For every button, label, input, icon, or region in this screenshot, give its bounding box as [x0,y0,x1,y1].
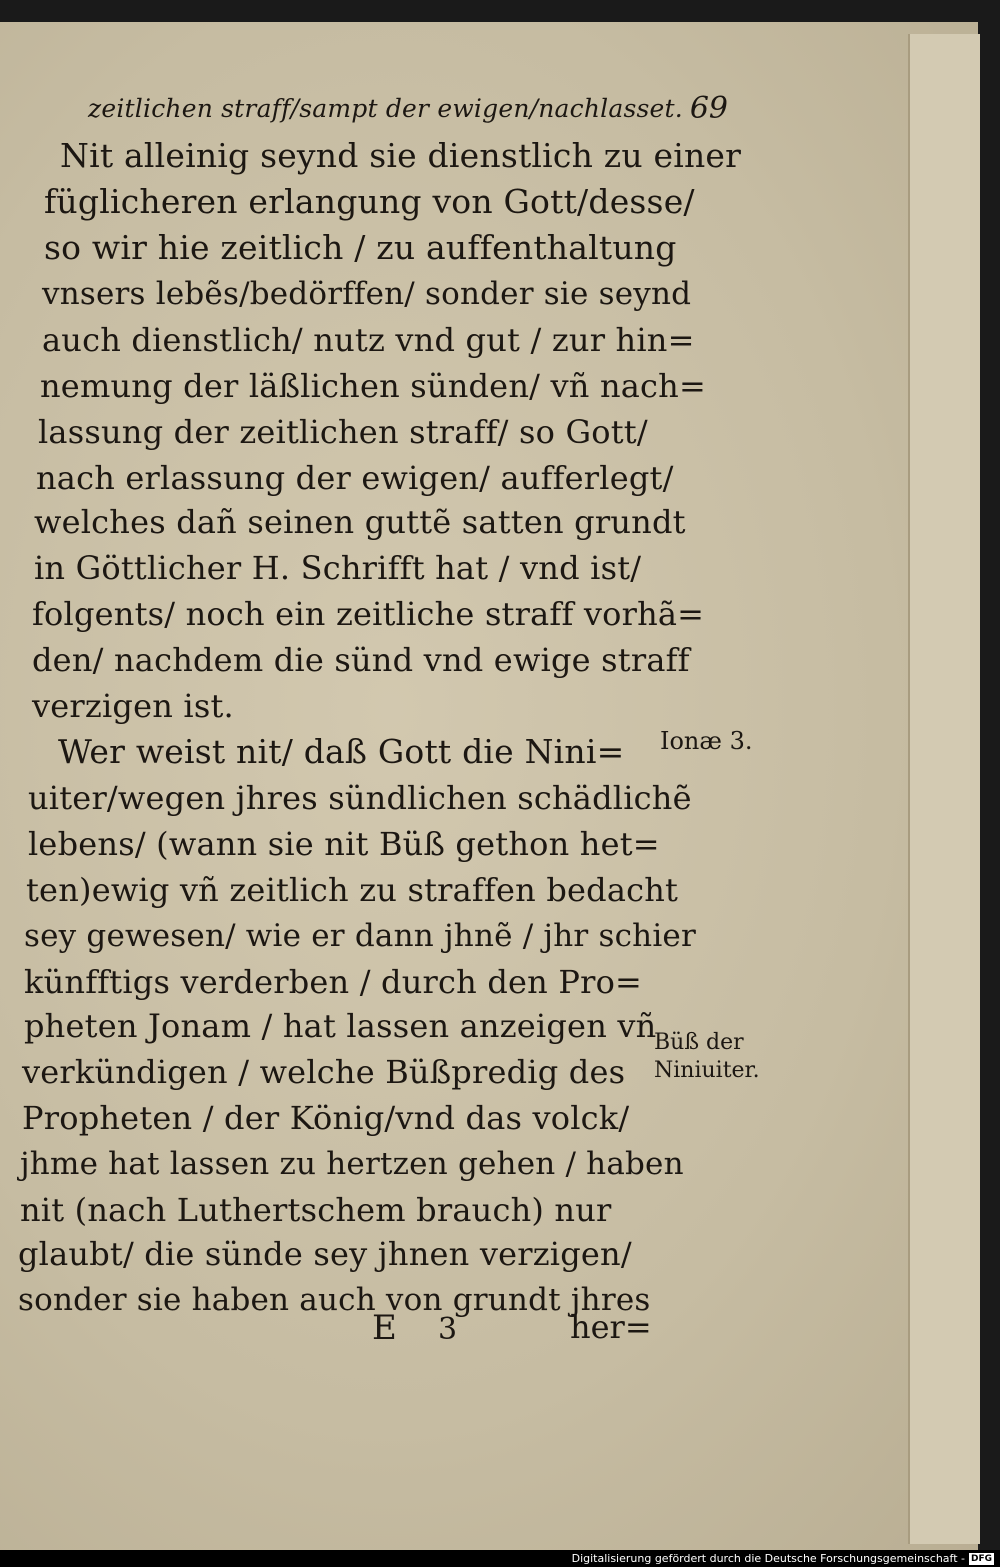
text-line: lebens/ (wann sie nit Büß gethon het= [28,825,660,863]
text-line: in Göttlicher H. Schrifft hat / vnd ist/ [34,549,642,587]
margin-note-heading-line1: Büß der [654,1030,744,1055]
text-line: vnsers lebẽs/bedörffen/ sonder sie seynd [42,276,692,312]
text-line: pheten Jonam / hat lassen anzeigen vñ [24,1007,657,1045]
text-line: verkündigen / welche Büßpredig des [22,1053,626,1091]
text-line: sey gewesen/ wie er dann jhnẽ / jhr schier [24,918,696,954]
text-line: jhme hat lassen zu hertzen gehen / haben [20,1146,684,1182]
page-edge [908,34,980,1544]
footer-credit: Digitalisierung gefördert durch die Deutsche Forschungsgemeinschaft - [571,1552,965,1565]
digitization-footer [0,1550,1000,1567]
running-head: zeitlichen straff/sampt der ewigen/nachlasset. [88,93,683,123]
text-line: Wer weist nit/ daß Gott die Nini= [58,732,625,771]
text-line: füglicheren erlangung von Gott/desse/ [44,182,695,221]
text-line: Nit alleinig seynd sie dienstlich zu einer [60,136,742,175]
text-line: nit (nach Luthertschem brauch) nur [20,1191,612,1229]
page-number: 69 [689,90,728,126]
page-header [88,88,728,128]
text-line: künfftigs verderben / durch den Pro= [24,963,643,1001]
text-line: Propheten / der König/vnd das volck/ [22,1099,630,1137]
text-line: ten)ewig vñ zeitlich zu straffen bedacht [26,871,679,909]
text-line: nemung der läßlichen sünden/ vñ nach= [40,367,706,405]
text-line: welches dañ seinen guttẽ satten grundt [34,503,686,541]
text-line: sonder sie haben auch von grundt jhres [18,1282,651,1318]
text-line: nach erlassung der ewigen/ aufferlegt/ [36,459,674,497]
catchword: her= [570,1308,652,1346]
margin-note-heading-line2: Niniuiter. [654,1058,760,1083]
text-line: uiter/wegen jhres sündlichen schädlichẽ [28,779,692,817]
signature-mark: E [372,1308,397,1348]
margin-note-reference: Ionæ 3. [660,727,753,755]
signature-number: 3 [438,1312,458,1347]
text-line: auch dienstlich/ nutz vnd gut / zur hin= [42,321,695,359]
text-line: folgents/ noch ein zeitliche straff vorhã= [32,595,705,633]
text-line: glaubt/ die sünde sey jhnen verzigen/ [18,1235,632,1273]
text-line: den/ nachdem die sünd vnd ewige straff [32,641,690,679]
text-line: verzigen ist. [32,687,234,725]
dfg-logo: DFG [970,1553,992,1564]
text-line: lassung der zeitlichen straff/ so Gott/ [38,413,648,451]
text-line: so wir hie zeitlich / zu auffenthaltung [44,228,677,267]
